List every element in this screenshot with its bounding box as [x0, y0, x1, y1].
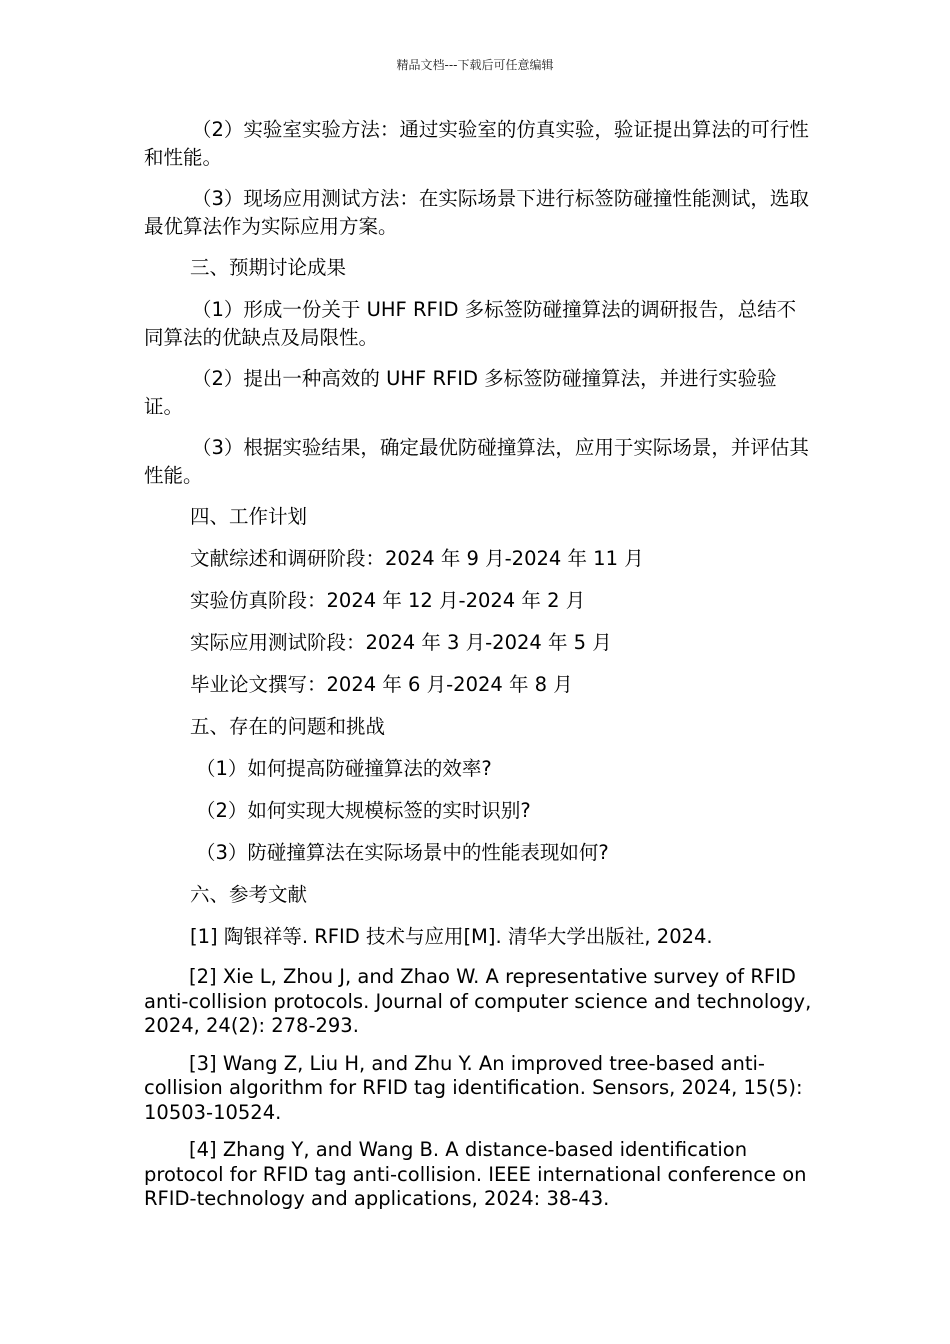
plan-item: 毕业论文撰写：2024 年 6 月-2024 年 8 月	[190, 673, 573, 696]
question-item: （3）防碰撞算法在实际场景中的性能表现如何?	[196, 841, 609, 864]
plan-item: 实验仿真阶段：2024 年 12 月-2024 年 2 月	[190, 589, 586, 612]
document-body	[144, 116, 814, 1225]
reference-item: [3] Wang Z, Liu H, and Zhu Y. An improved tree-based anti-collision algorithm for RFID tag identification. Sensors, 2024, 15(5): 10503-10524.	[144, 1051, 803, 1124]
section-heading-problems: 五、存在的问题和挑战	[190, 715, 386, 738]
reference-item: [4] Zhang Y, and Wang B. A distance-based identification protocol for RFID tag anti-collision. IEEE international conference on RFID-technology and applications, 2024: 38-43.	[144, 1138, 807, 1210]
reference-item: [1] 陶银祥等. RFID 技术与应用[M]. 清华大学出版社, 2024.	[190, 925, 713, 948]
method-lab-paragraph: （2）实验室实验方法：通过实验室的仿真实验，验证提出算法的可行性和性能。	[144, 118, 809, 169]
section-heading-references: 六、参考文献	[190, 883, 308, 906]
plan-item: 文献综述和调研阶段：2024 年 9 月-2024 年 11 月	[190, 547, 644, 570]
section-heading-work-plan: 四、工作计划	[190, 505, 308, 528]
result-1-paragraph: （1）形成一份关于 UHF RFID 多标签防碰撞算法的调研报告，总结不同算法的优缺点及局限性。	[144, 298, 797, 349]
result-2-paragraph: （2）提出一种高效的 UHF RFID 多标签防碰撞算法，并进行实验验证。	[144, 367, 777, 418]
result-3-paragraph: （3）根据实验结果，确定最优防碰撞算法，应用于实际场景，并评估其性能。	[144, 436, 809, 487]
section-heading-expected-results: 三、预期讨论成果	[190, 256, 347, 279]
plan-item: 实际应用测试阶段：2024 年 3 月-2024 年 5 月	[190, 631, 612, 654]
page-header: 精品文档---下载后可任意编辑	[396, 58, 554, 72]
question-item: （1）如何提高防碰撞算法的效率?	[196, 757, 492, 780]
question-item: （2）如何实现大规模标签的实时识别?	[196, 799, 531, 822]
reference-item: [2] Xie L, Zhou J, and Zhao W. A representative survey of RFID anti-collision protocols. Journal of computer science and technology, 2024, 24(2): 278-293.	[144, 965, 812, 1037]
method-field-paragraph: （3）现场应用测试方法：在实际场景下进行标签防碰撞性能测试，选取最优算法作为实际应用方案。	[144, 187, 809, 238]
